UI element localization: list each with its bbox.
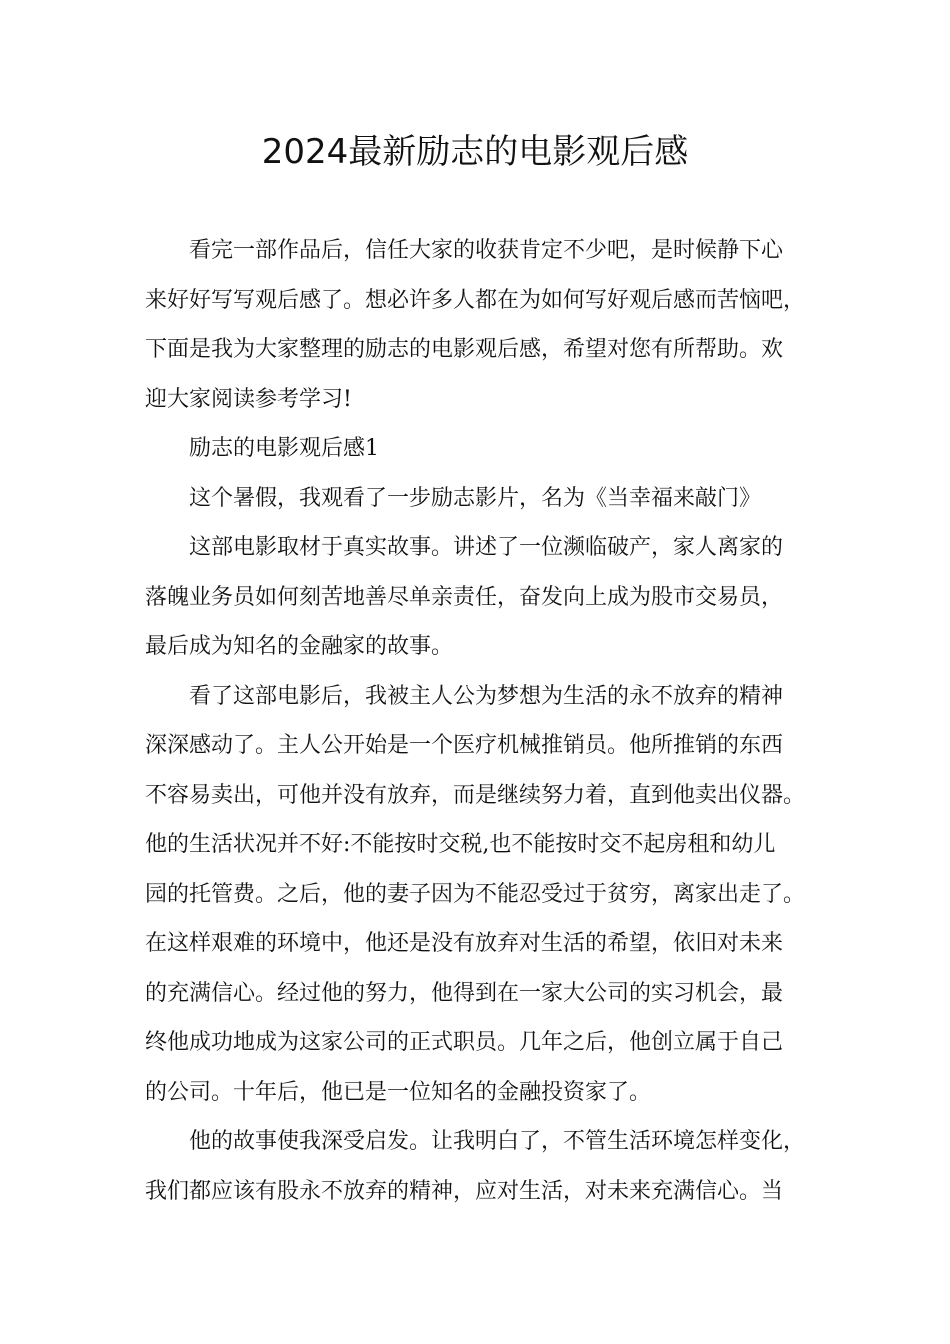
- text-line: 他的生活状况并不好:不能按时交税,也不能按时交不起房租和幼儿: [145, 832, 776, 857]
- document-title: 2024最新励志的电影观后感: [261, 132, 689, 172]
- text-line: 下面是我为大家整理的励志的电影观后感，希望对您有所帮助。欢: [145, 337, 784, 362]
- document-body: [145, 226, 835, 1216]
- text-line: 不容易卖出，可他并没有放弃，而是继续努力着，直到他卖出仪器。: [145, 782, 806, 808]
- text-line: 看了这部电影后，我被主人公为梦想为生活的永不放弃的精神: [189, 683, 784, 709]
- text-line: 励志的电影观后感1: [189, 436, 379, 461]
- text-line: 园的托管费。之后，他的妻子因为不能忍受过于贫穷，离家出走了。: [145, 881, 806, 907]
- text-line: 深深感动了。主人公开始是一个医疗机械推销员。他所推销的东西: [145, 733, 784, 758]
- text-line: 在这样艰难的环境中，他还是没有放弃对生活的希望，依旧对未来: [145, 931, 784, 956]
- text-line: 终他成功地成为这家公司的正式职员。几年之后，他创立属于自己: [145, 1030, 784, 1055]
- text-line: 看完一部作品后，信任大家的收获肯定不少吧，是时候静下心: [189, 238, 784, 263]
- text-line: 这个暑假，我观看了一步励志影片，名为《当幸福来敲门》: [189, 485, 762, 511]
- text-line: 迎大家阅读参考学习!: [145, 386, 352, 412]
- text-line: 的充满信心。经过他的努力，他得到在一家大公司的实习机会，最: [145, 980, 784, 1006]
- text-line: 的公司。十年后，他已是一位知名的金融投资家了。: [145, 1079, 652, 1105]
- text-line: 来好好写写观后感了。想必许多人都在为如何写好观后感而苦恼吧，: [145, 287, 806, 313]
- text-line: 这部电影取材于真实故事。讲述了一位濒临破产，家人离家的: [189, 535, 784, 560]
- text-line: 他的故事使我深受启发。让我明白了，不管生活环境怎样变化，: [189, 1129, 806, 1154]
- text-line: 我们都应该有股永不放弃的精神，应对生活，对未来充满信心。当: [145, 1178, 784, 1204]
- text-line: 最后成为知名的金融家的故事。: [145, 634, 454, 659]
- text-line: 落魄业务员如何刻苦地善尽单亲责任，奋发向上成为股市交易员，: [145, 584, 784, 610]
